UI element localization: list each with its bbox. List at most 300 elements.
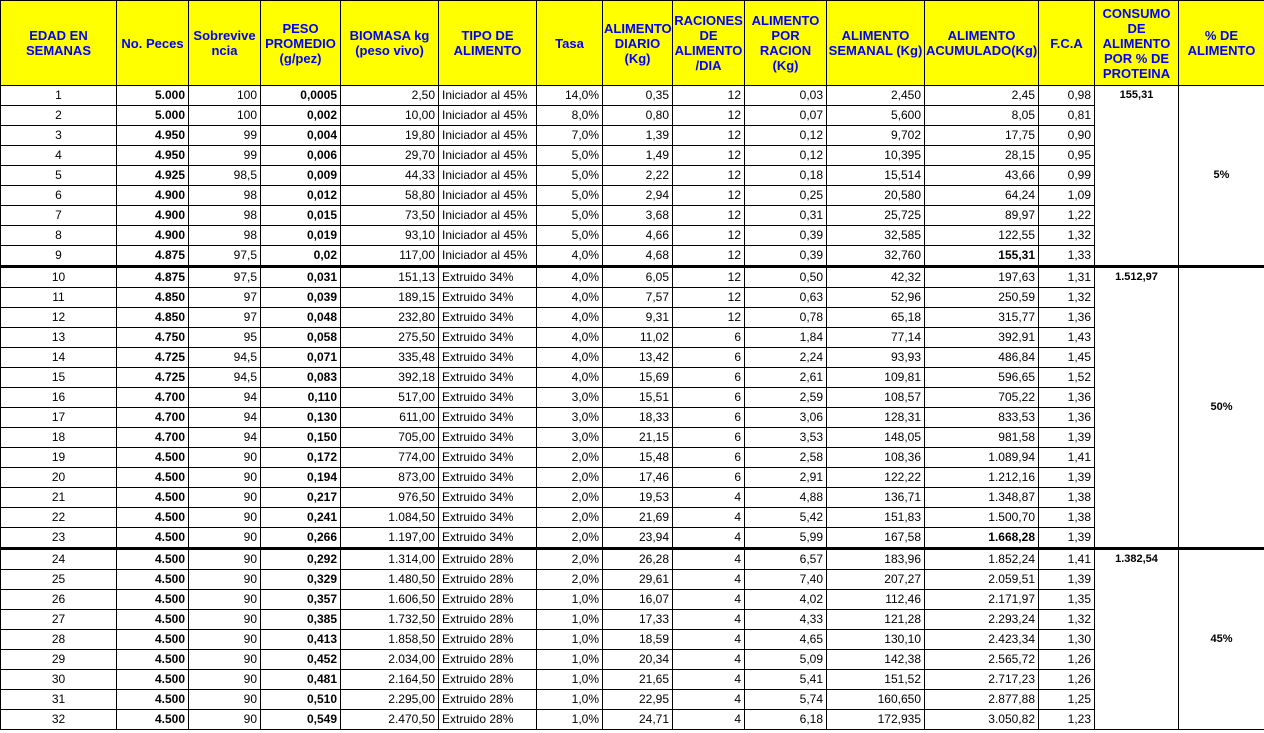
cell-peso[interactable]: 0,006 (261, 146, 341, 166)
header-peso[interactable]: PESO PROMEDIO (g/pez) (261, 1, 341, 86)
cell-peces[interactable]: 4.500 (117, 528, 189, 549)
cell-tasa[interactable]: 5,0% (537, 186, 603, 206)
cell-tasa[interactable]: 2,0% (537, 488, 603, 508)
cell-fca[interactable]: 1,22 (1039, 206, 1095, 226)
cell-semanal[interactable]: 151,52 (827, 670, 925, 690)
cell-raciones[interactable]: 12 (673, 206, 745, 226)
header-biomasa[interactable]: BIOMASA kg (peso vivo) (341, 1, 439, 86)
cell-tipo[interactable]: Iniciador al 45% (439, 106, 537, 126)
cell-fca[interactable]: 1,39 (1039, 528, 1095, 549)
cell-tasa[interactable]: 2,0% (537, 468, 603, 488)
cell-fca[interactable]: 1,35 (1039, 590, 1095, 610)
cell-sobrevivencia[interactable]: 90 (189, 590, 261, 610)
cell-acum[interactable]: 1.500,70 (925, 508, 1039, 528)
cell-peces[interactable]: 4.500 (117, 670, 189, 690)
cell-peso[interactable]: 0,031 (261, 267, 341, 288)
cell-raciones[interactable]: 4 (673, 549, 745, 570)
cell-tasa[interactable]: 2,0% (537, 528, 603, 549)
cell-sobrevivencia[interactable]: 90 (189, 690, 261, 710)
cell-peces[interactable]: 4.725 (117, 368, 189, 388)
cell-acum[interactable]: 2.565,72 (925, 650, 1039, 670)
cell-edad[interactable]: 14 (1, 348, 117, 368)
header-diario[interactable]: ALIMENTO DIARIO (Kg) (603, 1, 673, 86)
cell-fca[interactable]: 1,36 (1039, 388, 1095, 408)
cell-tasa[interactable]: 4,0% (537, 246, 603, 267)
cell-sobrevivencia[interactable]: 97 (189, 288, 261, 308)
cell-edad[interactable]: 30 (1, 670, 117, 690)
cell-pct-alimento[interactable]: 50% (1179, 267, 1264, 549)
cell-peso[interactable]: 0,130 (261, 408, 341, 428)
cell-edad[interactable]: 10 (1, 267, 117, 288)
cell-fca[interactable]: 0,90 (1039, 126, 1095, 146)
cell-raciones[interactable]: 12 (673, 86, 745, 106)
cell-consumo[interactable]: 1.382,54 (1095, 549, 1179, 730)
cell-fca[interactable]: 1,32 (1039, 288, 1095, 308)
cell-biomasa[interactable]: 44,33 (341, 166, 439, 186)
cell-semanal[interactable]: 112,46 (827, 590, 925, 610)
cell-racion[interactable]: 0,18 (745, 166, 827, 186)
cell-diario[interactable]: 18,33 (603, 408, 673, 428)
cell-sobrevivencia[interactable]: 90 (189, 488, 261, 508)
cell-tipo[interactable]: Iniciador al 45% (439, 166, 537, 186)
cell-biomasa[interactable]: 976,50 (341, 488, 439, 508)
cell-fca[interactable]: 1,33 (1039, 246, 1095, 267)
cell-acum[interactable]: 43,66 (925, 166, 1039, 186)
cell-acum[interactable]: 392,91 (925, 328, 1039, 348)
cell-sobrevivencia[interactable]: 90 (189, 610, 261, 630)
cell-diario[interactable]: 17,46 (603, 468, 673, 488)
cell-peces[interactable]: 4.500 (117, 650, 189, 670)
cell-peces[interactable]: 4.500 (117, 468, 189, 488)
cell-peces[interactable]: 4.500 (117, 448, 189, 468)
cell-biomasa[interactable]: 1.732,50 (341, 610, 439, 630)
cell-raciones[interactable]: 6 (673, 368, 745, 388)
cell-tipo[interactable]: Iniciador al 45% (439, 146, 537, 166)
cell-diario[interactable]: 2,22 (603, 166, 673, 186)
cell-racion[interactable]: 5,74 (745, 690, 827, 710)
cell-peso[interactable]: 0,292 (261, 549, 341, 570)
cell-diario[interactable]: 21,15 (603, 428, 673, 448)
cell-fca[interactable]: 1,39 (1039, 468, 1095, 488)
cell-peso[interactable]: 0,217 (261, 488, 341, 508)
header-racion[interactable]: ALIMENTO POR RACION (Kg) (745, 1, 827, 86)
cell-tasa[interactable]: 1,0% (537, 670, 603, 690)
cell-acum[interactable]: 17,75 (925, 126, 1039, 146)
cell-racion[interactable]: 1,84 (745, 328, 827, 348)
cell-sobrevivencia[interactable]: 98,5 (189, 166, 261, 186)
cell-racion[interactable]: 2,61 (745, 368, 827, 388)
cell-diario[interactable]: 15,69 (603, 368, 673, 388)
cell-racion[interactable]: 6,18 (745, 710, 827, 730)
cell-sobrevivencia[interactable]: 97 (189, 308, 261, 328)
cell-semanal[interactable]: 128,31 (827, 408, 925, 428)
cell-edad[interactable]: 11 (1, 288, 117, 308)
cell-peso[interactable]: 0,241 (261, 508, 341, 528)
cell-peso[interactable]: 0,194 (261, 468, 341, 488)
cell-racion[interactable]: 2,59 (745, 388, 827, 408)
cell-sobrevivencia[interactable]: 94 (189, 388, 261, 408)
cell-semanal[interactable]: 65,18 (827, 308, 925, 328)
cell-sobrevivencia[interactable]: 98 (189, 206, 261, 226)
cell-fca[interactable]: 1,41 (1039, 448, 1095, 468)
cell-tasa[interactable]: 14,0% (537, 86, 603, 106)
cell-acum[interactable]: 89,97 (925, 206, 1039, 226)
cell-racion[interactable]: 3,53 (745, 428, 827, 448)
cell-tasa[interactable]: 2,0% (537, 549, 603, 570)
cell-acum[interactable]: 596,65 (925, 368, 1039, 388)
cell-semanal[interactable]: 183,96 (827, 549, 925, 570)
cell-raciones[interactable]: 4 (673, 528, 745, 549)
cell-biomasa[interactable]: 2.034,00 (341, 650, 439, 670)
cell-tasa[interactable]: 5,0% (537, 206, 603, 226)
cell-edad[interactable]: 29 (1, 650, 117, 670)
cell-tasa[interactable]: 3,0% (537, 408, 603, 428)
cell-edad[interactable]: 31 (1, 690, 117, 710)
cell-biomasa[interactable]: 232,80 (341, 308, 439, 328)
cell-acum[interactable]: 250,59 (925, 288, 1039, 308)
cell-edad[interactable]: 22 (1, 508, 117, 528)
cell-semanal[interactable]: 151,83 (827, 508, 925, 528)
cell-semanal[interactable]: 108,36 (827, 448, 925, 468)
cell-biomasa[interactable]: 1.314,00 (341, 549, 439, 570)
cell-diario[interactable]: 1,39 (603, 126, 673, 146)
cell-peces[interactable]: 4.500 (117, 590, 189, 610)
cell-fca[interactable]: 0,99 (1039, 166, 1095, 186)
cell-acum[interactable]: 3.050,82 (925, 710, 1039, 730)
cell-tipo[interactable]: Extruido 28% (439, 690, 537, 710)
cell-acum[interactable]: 705,22 (925, 388, 1039, 408)
cell-tasa[interactable]: 2,0% (537, 508, 603, 528)
header-tasa[interactable]: Tasa (537, 1, 603, 86)
cell-biomasa[interactable]: 58,80 (341, 186, 439, 206)
cell-diario[interactable]: 9,31 (603, 308, 673, 328)
cell-fca[interactable]: 1,23 (1039, 710, 1095, 730)
cell-sobrevivencia[interactable]: 94,5 (189, 368, 261, 388)
cell-fca[interactable]: 1,26 (1039, 670, 1095, 690)
cell-racion[interactable]: 5,99 (745, 528, 827, 549)
cell-tasa[interactable]: 5,0% (537, 166, 603, 186)
cell-biomasa[interactable]: 1.480,50 (341, 570, 439, 590)
cell-semanal[interactable]: 122,22 (827, 468, 925, 488)
cell-tipo[interactable]: Iniciador al 45% (439, 226, 537, 246)
cell-fca[interactable]: 1,39 (1039, 570, 1095, 590)
cell-biomasa[interactable]: 117,00 (341, 246, 439, 267)
cell-biomasa[interactable]: 611,00 (341, 408, 439, 428)
cell-semanal[interactable]: 25,725 (827, 206, 925, 226)
cell-peces[interactable]: 4.700 (117, 428, 189, 448)
cell-semanal[interactable]: 108,57 (827, 388, 925, 408)
cell-peso[interactable]: 0,172 (261, 448, 341, 468)
cell-peso[interactable]: 0,009 (261, 166, 341, 186)
cell-diario[interactable]: 26,28 (603, 549, 673, 570)
cell-peso[interactable]: 0,510 (261, 690, 341, 710)
cell-edad[interactable]: 15 (1, 368, 117, 388)
cell-acum[interactable]: 2.717,23 (925, 670, 1039, 690)
cell-raciones[interactable]: 12 (673, 166, 745, 186)
cell-racion[interactable]: 0,50 (745, 267, 827, 288)
cell-edad[interactable]: 2 (1, 106, 117, 126)
header-raciones[interactable]: RACIONES DE ALIMENTO /DIA (673, 1, 745, 86)
cell-raciones[interactable]: 12 (673, 267, 745, 288)
cell-peces[interactable]: 4.725 (117, 348, 189, 368)
cell-racion[interactable]: 5,41 (745, 670, 827, 690)
cell-biomasa[interactable]: 517,00 (341, 388, 439, 408)
cell-semanal[interactable]: 93,93 (827, 348, 925, 368)
cell-biomasa[interactable]: 1.606,50 (341, 590, 439, 610)
cell-pct-alimento[interactable]: 45% (1179, 549, 1264, 730)
cell-fca[interactable]: 1,43 (1039, 328, 1095, 348)
cell-peces[interactable]: 4.875 (117, 267, 189, 288)
cell-raciones[interactable]: 6 (673, 348, 745, 368)
cell-peso[interactable]: 0,012 (261, 186, 341, 206)
cell-biomasa[interactable]: 73,50 (341, 206, 439, 226)
cell-tipo[interactable]: Extruido 34% (439, 448, 537, 468)
cell-semanal[interactable]: 10,395 (827, 146, 925, 166)
cell-tasa[interactable]: 7,0% (537, 126, 603, 146)
cell-raciones[interactable]: 12 (673, 146, 745, 166)
cell-edad[interactable]: 32 (1, 710, 117, 730)
cell-diario[interactable]: 29,61 (603, 570, 673, 590)
cell-tasa[interactable]: 3,0% (537, 428, 603, 448)
cell-fca[interactable]: 0,95 (1039, 146, 1095, 166)
cell-diario[interactable]: 18,59 (603, 630, 673, 650)
cell-semanal[interactable]: 160,650 (827, 690, 925, 710)
header-sobrevivencia[interactable]: Sobrevive ncia (189, 1, 261, 86)
cell-diario[interactable]: 23,94 (603, 528, 673, 549)
cell-semanal[interactable]: 32,585 (827, 226, 925, 246)
cell-biomasa[interactable]: 2.164,50 (341, 670, 439, 690)
cell-tipo[interactable]: Extruido 34% (439, 428, 537, 448)
cell-tasa[interactable]: 3,0% (537, 388, 603, 408)
cell-acum[interactable]: 2.293,24 (925, 610, 1039, 630)
cell-diario[interactable]: 13,42 (603, 348, 673, 368)
cell-peso[interactable]: 0,266 (261, 528, 341, 549)
cell-edad[interactable]: 7 (1, 206, 117, 226)
cell-sobrevivencia[interactable]: 99 (189, 126, 261, 146)
header-tipo[interactable]: TIPO DE ALIMENTO (439, 1, 537, 86)
cell-raciones[interactable]: 6 (673, 448, 745, 468)
header-fca[interactable]: F.C.A (1039, 1, 1095, 86)
cell-fca[interactable]: 1,41 (1039, 549, 1095, 570)
cell-raciones[interactable]: 4 (673, 508, 745, 528)
cell-tipo[interactable]: Extruido 34% (439, 488, 537, 508)
cell-tasa[interactable]: 4,0% (537, 288, 603, 308)
cell-fca[interactable]: 1,31 (1039, 267, 1095, 288)
cell-sobrevivencia[interactable]: 90 (189, 670, 261, 690)
cell-tasa[interactable]: 1,0% (537, 710, 603, 730)
cell-racion[interactable]: 0,12 (745, 146, 827, 166)
cell-consumo[interactable]: 155,31 (1095, 86, 1179, 267)
cell-fca[interactable]: 1,39 (1039, 428, 1095, 448)
cell-tipo[interactable]: Extruido 28% (439, 610, 537, 630)
cell-consumo[interactable]: 1.512,97 (1095, 267, 1179, 549)
cell-raciones[interactable]: 4 (673, 630, 745, 650)
cell-acum[interactable]: 1.089,94 (925, 448, 1039, 468)
cell-peso[interactable]: 0,083 (261, 368, 341, 388)
cell-peso[interactable]: 0,150 (261, 428, 341, 448)
header-peces[interactable]: No. Peces (117, 1, 189, 86)
cell-edad[interactable]: 4 (1, 146, 117, 166)
cell-tipo[interactable]: Iniciador al 45% (439, 206, 537, 226)
cell-fca[interactable]: 1,52 (1039, 368, 1095, 388)
header-edad[interactable]: EDAD EN SEMANAS (1, 1, 117, 86)
cell-diario[interactable]: 17,33 (603, 610, 673, 630)
cell-tipo[interactable]: Iniciador al 45% (439, 126, 537, 146)
cell-diario[interactable]: 16,07 (603, 590, 673, 610)
cell-biomasa[interactable]: 10,00 (341, 106, 439, 126)
cell-sobrevivencia[interactable]: 90 (189, 549, 261, 570)
cell-racion[interactable]: 0,39 (745, 246, 827, 267)
cell-peso[interactable]: 0,048 (261, 308, 341, 328)
cell-edad[interactable]: 9 (1, 246, 117, 267)
cell-peso[interactable]: 0,071 (261, 348, 341, 368)
cell-acum[interactable]: 1.348,87 (925, 488, 1039, 508)
cell-peces[interactable]: 4.900 (117, 186, 189, 206)
cell-biomasa[interactable]: 2,50 (341, 86, 439, 106)
cell-edad[interactable]: 16 (1, 388, 117, 408)
cell-diario[interactable]: 7,57 (603, 288, 673, 308)
cell-biomasa[interactable]: 2.470,50 (341, 710, 439, 730)
cell-semanal[interactable]: 207,27 (827, 570, 925, 590)
cell-semanal[interactable]: 42,32 (827, 267, 925, 288)
cell-tipo[interactable]: Extruido 28% (439, 650, 537, 670)
cell-racion[interactable]: 5,42 (745, 508, 827, 528)
cell-peces[interactable]: 4.500 (117, 488, 189, 508)
cell-acum[interactable]: 833,53 (925, 408, 1039, 428)
cell-biomasa[interactable]: 151,13 (341, 267, 439, 288)
cell-acum[interactable]: 486,84 (925, 348, 1039, 368)
cell-peso[interactable]: 0,002 (261, 106, 341, 126)
cell-diario[interactable]: 4,68 (603, 246, 673, 267)
cell-acum[interactable]: 197,63 (925, 267, 1039, 288)
cell-peces[interactable]: 4.700 (117, 408, 189, 428)
cell-diario[interactable]: 2,94 (603, 186, 673, 206)
cell-acum[interactable]: 28,15 (925, 146, 1039, 166)
cell-peso[interactable]: 0,019 (261, 226, 341, 246)
cell-peces[interactable]: 4.500 (117, 549, 189, 570)
cell-raciones[interactable]: 4 (673, 670, 745, 690)
cell-fca[interactable]: 1,25 (1039, 690, 1095, 710)
cell-biomasa[interactable]: 189,15 (341, 288, 439, 308)
cell-tipo[interactable]: Extruido 28% (439, 549, 537, 570)
cell-racion[interactable]: 0,12 (745, 126, 827, 146)
cell-sobrevivencia[interactable]: 100 (189, 86, 261, 106)
cell-racion[interactable]: 4,33 (745, 610, 827, 630)
cell-biomasa[interactable]: 2.295,00 (341, 690, 439, 710)
cell-semanal[interactable]: 172,935 (827, 710, 925, 730)
cell-raciones[interactable]: 12 (673, 126, 745, 146)
cell-tasa[interactable]: 4,0% (537, 328, 603, 348)
cell-racion[interactable]: 4,88 (745, 488, 827, 508)
cell-raciones[interactable]: 12 (673, 246, 745, 267)
cell-acum[interactable]: 64,24 (925, 186, 1039, 206)
header-pct[interactable]: % DE ALIMENTO (1179, 1, 1264, 86)
cell-acum[interactable]: 1.212,16 (925, 468, 1039, 488)
cell-semanal[interactable]: 2,450 (827, 86, 925, 106)
cell-semanal[interactable]: 109,81 (827, 368, 925, 388)
cell-racion[interactable]: 0,07 (745, 106, 827, 126)
cell-peces[interactable]: 4.900 (117, 206, 189, 226)
cell-semanal[interactable]: 15,514 (827, 166, 925, 186)
cell-edad[interactable]: 19 (1, 448, 117, 468)
cell-tipo[interactable]: Extruido 28% (439, 670, 537, 690)
cell-fca[interactable]: 1,38 (1039, 508, 1095, 528)
cell-semanal[interactable]: 52,96 (827, 288, 925, 308)
cell-tipo[interactable]: Extruido 34% (439, 328, 537, 348)
cell-raciones[interactable]: 12 (673, 288, 745, 308)
cell-peces[interactable]: 5.000 (117, 106, 189, 126)
cell-edad[interactable]: 28 (1, 630, 117, 650)
cell-semanal[interactable]: 148,05 (827, 428, 925, 448)
cell-tipo[interactable]: Extruido 34% (439, 388, 537, 408)
cell-peces[interactable]: 4.950 (117, 126, 189, 146)
cell-diario[interactable]: 19,53 (603, 488, 673, 508)
cell-tipo[interactable]: Extruido 34% (439, 528, 537, 549)
cell-edad[interactable]: 8 (1, 226, 117, 246)
header-consumo[interactable]: CONSUMO DE ALIMENTO POR % DE PROTEINA (1095, 1, 1179, 86)
cell-sobrevivencia[interactable]: 90 (189, 630, 261, 650)
cell-tasa[interactable]: 8,0% (537, 106, 603, 126)
cell-biomasa[interactable]: 335,48 (341, 348, 439, 368)
cell-edad[interactable]: 23 (1, 528, 117, 549)
cell-biomasa[interactable]: 1.084,50 (341, 508, 439, 528)
cell-biomasa[interactable]: 1.858,50 (341, 630, 439, 650)
cell-raciones[interactable]: 12 (673, 308, 745, 328)
cell-racion[interactable]: 0,25 (745, 186, 827, 206)
cell-semanal[interactable]: 167,58 (827, 528, 925, 549)
cell-acum[interactable]: 122,55 (925, 226, 1039, 246)
cell-peso[interactable]: 0,357 (261, 590, 341, 610)
cell-acum[interactable]: 981,58 (925, 428, 1039, 448)
cell-peces[interactable]: 4.750 (117, 328, 189, 348)
cell-racion[interactable]: 0,03 (745, 86, 827, 106)
cell-peces[interactable]: 5.000 (117, 86, 189, 106)
cell-edad[interactable]: 26 (1, 590, 117, 610)
cell-sobrevivencia[interactable]: 90 (189, 570, 261, 590)
cell-tipo[interactable]: Extruido 34% (439, 288, 537, 308)
cell-diario[interactable]: 6,05 (603, 267, 673, 288)
cell-diario[interactable]: 4,66 (603, 226, 673, 246)
cell-fca[interactable]: 1,32 (1039, 610, 1095, 630)
cell-tasa[interactable]: 5,0% (537, 226, 603, 246)
cell-edad[interactable]: 6 (1, 186, 117, 206)
cell-peso[interactable]: 0,110 (261, 388, 341, 408)
cell-racion[interactable]: 2,58 (745, 448, 827, 468)
cell-racion[interactable]: 4,65 (745, 630, 827, 650)
cell-peces[interactable]: 4.875 (117, 246, 189, 267)
cell-peces[interactable]: 4.950 (117, 146, 189, 166)
cell-peso[interactable]: 0,329 (261, 570, 341, 590)
cell-fca[interactable]: 1,36 (1039, 408, 1095, 428)
cell-tasa[interactable]: 5,0% (537, 146, 603, 166)
cell-semanal[interactable]: 142,38 (827, 650, 925, 670)
cell-raciones[interactable]: 4 (673, 650, 745, 670)
cell-biomasa[interactable]: 19,80 (341, 126, 439, 146)
cell-peces[interactable]: 4.500 (117, 508, 189, 528)
cell-tipo[interactable]: Extruido 34% (439, 348, 537, 368)
cell-diario[interactable]: 22,95 (603, 690, 673, 710)
cell-sobrevivencia[interactable]: 90 (189, 710, 261, 730)
cell-fca[interactable]: 1,38 (1039, 488, 1095, 508)
cell-acum[interactable]: 1.668,28 (925, 528, 1039, 549)
cell-peso[interactable]: 0,039 (261, 288, 341, 308)
cell-raciones[interactable]: 6 (673, 388, 745, 408)
cell-semanal[interactable]: 9,702 (827, 126, 925, 146)
cell-biomasa[interactable]: 29,70 (341, 146, 439, 166)
cell-peces[interactable]: 4.500 (117, 570, 189, 590)
cell-raciones[interactable]: 4 (673, 610, 745, 630)
cell-sobrevivencia[interactable]: 94,5 (189, 348, 261, 368)
